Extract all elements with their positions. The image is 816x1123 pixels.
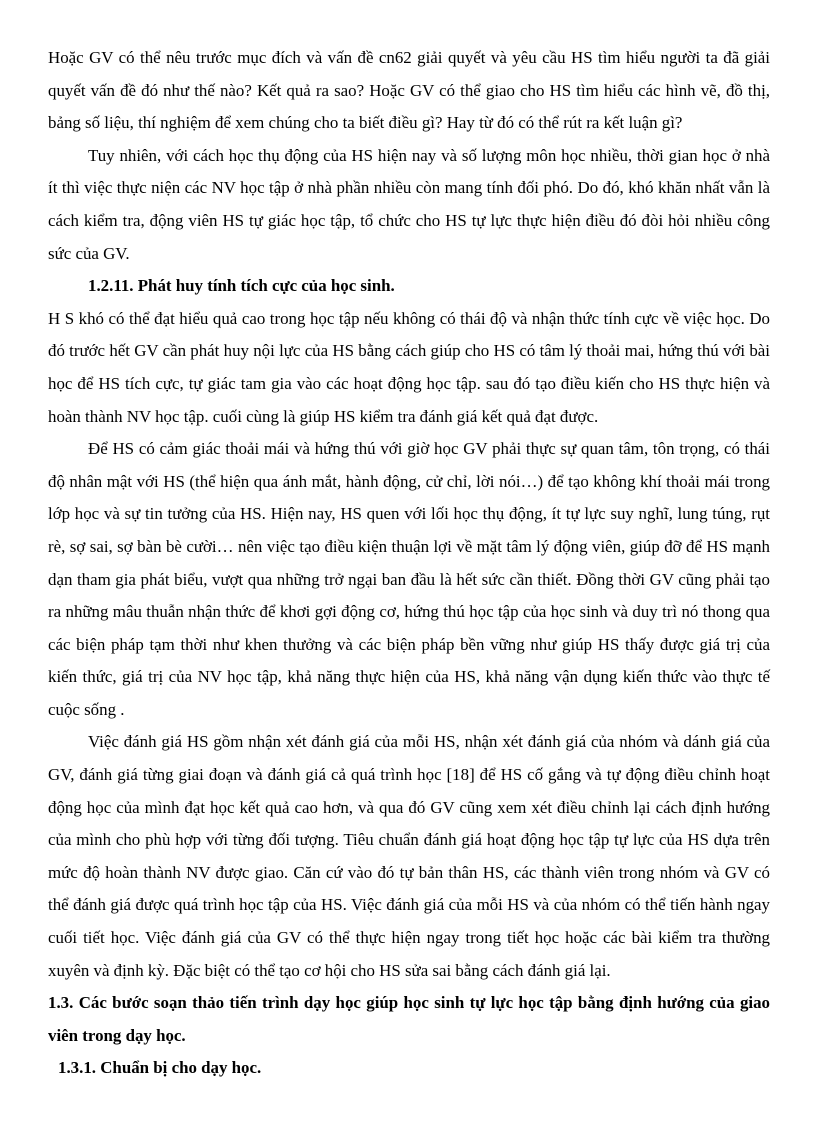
paragraph-intro: Hoặc GV có thể nêu trước mục đích và vấn đề cn62 giải quyết và yêu cầu HS tìm hiểu người ta đã giải quyết vấn đề đó như thế nào? Kết quả ra sao? Hoặc GV có thể giao cho HS tìm hiểu các hình vẽ, đồ thị, bảng số liệu, thí nghiệm để xem chúng cho ta biết điều gì? Hay từ đó có thể rút ra kết luận gì? (48, 48, 770, 133)
paragraph-assessment: Việc đánh giá HS gồm nhận xét đánh giá của mỗi HS, nhận xét đánh giá của nhóm và dánh giá của GV, đánh giá từng giai đoạn và đánh giá cả quá trình học [18] để HS cố gắng và tự động điều chỉnh hoạt động học của mình đạt học kết quả cao hơn, và qua đó GV cũng xem xét điều chỉnh lại cách định hướng của mình cho phù hợp với từng đối tượng. Tiêu chuẩn đánh giá hoạt động học tập tự lực của HS dựa trên mức độ hoàn thành NV được giao. Căn cứ vào đó tự bản thân HS, các thành viên trong nhóm và GV có thể đánh giá được quá trình học tập của HS. Việc đánh giá của mỗi HS và của nhóm có thể tiến hành ngay cuối tiết học. Việc đánh giá của GV có thể thực hiện ngay trong tiết học hoặc các bài kiểm tra thường xuyên và định kỳ. Đặc biệt có thể tạo cơ hội cho HS sửa sai bằng cách đánh giá lại. (48, 732, 770, 980)
section-heading-1-3-1: 1.3.1. Chuẩn bị cho dạy học. (58, 1058, 262, 1078)
paragraph-comfortable-learning: Để HS có cảm giác thoải mái và hứng thú với giờ học GV phải thực sự quan tâm, tôn trọng, có thái độ nhân mật với HS (thể hiện qua ánh mắt, hành động, cử chỉ, lời nói…) để tạo không khí thoải mái trong lớp học và sự tin tưởng của HS. Hiện nay, HS quen với lối học thụ động, ít tự lực suy nghĩ, lung túng, rụt rè, sợ sai, sợ bàn bè cười… nên việc tạo điều kiện thuận lợi về mặt tâm lý động viên, giúp đỡ để HS mạnh dạn tham gia phát biểu, vượt qua những trở ngại ban đầu là hết sức cần thiết. Đồng thời GV cũng phải tạo ra những mâu thuẫn nhận thức để khơi gợi động cơ, hứng thú học tập của học sinh và duy trì nó thong qua các biện pháp tạm thời như khen thưởng và các biện pháp bền vững như giúp HS thấy được giá trị của kiến thức, giá trị của NV học tập, khả năng thực hiện của HS, khả năng vận dụng kiến thức vào thực tế cuộc sống . (48, 439, 770, 719)
paragraph-positive-attitude: H S khó có thể đạt hiểu quả cao trong học tập nếu không có thái độ và nhận thức tính cực về việc học. Do đó trước hết GV cần phát huy nội lực của HS bằng cách giúp cho HS có tâm lý thoải mai, hứng thú với bài học để HS tích cực, tự giác tam gia vào các hoạt động học tập. sau đó tạo điều kiến cho HS thực hiện và hoàn thành NV học tập. cuối cùng là giúp HS kiểm tra đánh giá kết quả đạt được. (48, 308, 770, 426)
paragraph-passive-learning: Tuy nhiên, với cách học thụ động của HS hiện nay và số lượng môn học nhiều, thời gian học ở nhà ít thì việc thực niện các NV học tập ở nhà phần nhiều còn mang tính đối phó. Do đó, khó khăn nhất vẫn là cách kiểm tra, động viên HS tự giác học tập, tổ chức cho HS tự lực thực hiện điều đó đòi hỏi nhiều công sức của GV. (48, 145, 770, 263)
document-body (48, 42, 770, 1085)
section-heading-1-3: 1.3. Các bước soạn thảo tiến trình dạy học giúp học sinh tự lực học tập bằng định hướng của giao viên trong dạy học. (48, 993, 770, 1045)
section-heading-1-2-11: 1.2.11. Phát huy tính tích cực của học sinh. (88, 276, 395, 296)
